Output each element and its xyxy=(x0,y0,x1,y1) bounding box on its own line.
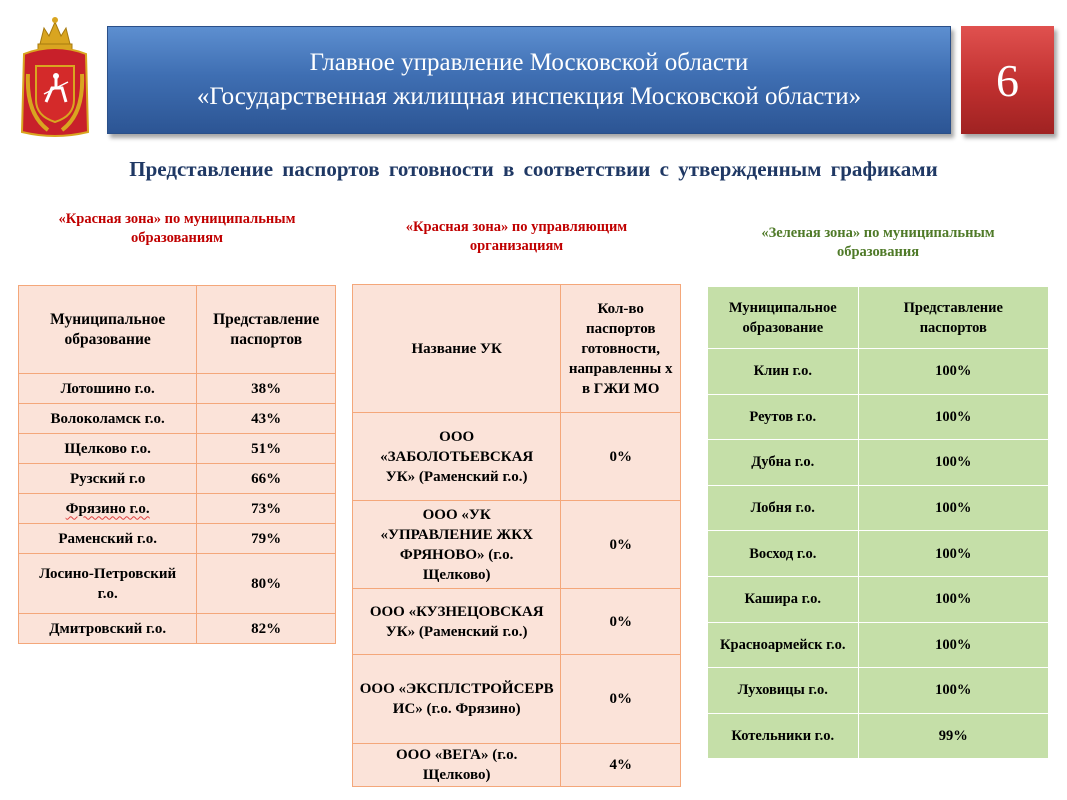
column-header-passports: Представление паспортов xyxy=(858,287,1048,349)
table-row: Дубна г.о. 100% xyxy=(708,440,1049,486)
table-row: Котельники г.о. 99% xyxy=(708,713,1049,759)
table-row: ООО «КУЗНЕЦОВСКАЯ УК» (Раменский г.о.) 0% xyxy=(353,589,681,655)
table-header-row xyxy=(19,286,336,374)
table-row: Лосино-Петровский г.о. 80% xyxy=(19,554,336,614)
table-row: Волоколамск г.о. 43% xyxy=(19,404,336,434)
table-row: ООО «ЭКСПЛСТРОЙСЕРВИС» (г.о. Фрязино) 0% xyxy=(353,655,681,744)
table-row: ООО «УК «УПРАВЛЕНИЕ ЖКХ ФРЯНОВО» (г.о. Щелково) 0% xyxy=(353,501,681,589)
green-zone-table xyxy=(707,286,1049,759)
page-subtitle: Представление паспортов готовности в соответствии с утвержденным графиками xyxy=(129,157,938,181)
table-row: ООО «ВЕГА» (г.о. Щелково) 4% xyxy=(353,744,681,787)
header-title-line1: Главное управление Московской области xyxy=(309,49,749,76)
red-zone-uk-table xyxy=(352,284,681,787)
red-zone-municipal-table xyxy=(18,285,336,644)
red-zone-municipal-caption: «Красная зона» по муниципальным образованиям xyxy=(58,211,296,246)
red-zone-uk-caption: «Красная зона» по управляющим организациям xyxy=(405,219,628,254)
table-row: Раменский г.о. 79% xyxy=(19,524,336,554)
table-row: Лотошино г.о. 38% xyxy=(19,374,336,404)
green-zone-caption: «Зеленая зона» по муниципальным образования xyxy=(761,225,995,260)
table-row: Восход г.о. 100% xyxy=(708,531,1049,577)
table-row: Клин г.о. 100% xyxy=(708,349,1049,395)
column-header-uk-name: Название УК xyxy=(353,285,561,413)
table-row: Кашира г.о. 100% xyxy=(708,576,1049,622)
table-row: Красноармейск г.о. 100% xyxy=(708,622,1049,668)
column-header-municipality: Муниципальное образование xyxy=(19,286,197,374)
page-number-badge: 6 xyxy=(961,26,1054,134)
table-row: Луховицы г.о. 100% xyxy=(708,668,1049,714)
table-row: Реутов г.о. 100% xyxy=(708,394,1049,440)
table-row: Щелково г.о. 51% xyxy=(19,434,336,464)
moscow-oblast-coat-of-arms-icon xyxy=(18,14,92,142)
column-header-passports: Представление паспортов xyxy=(197,286,336,374)
column-header-municipality: Муниципальное образование xyxy=(708,287,859,349)
table-row: Фрязино г.о. 73% xyxy=(19,494,336,524)
column-header-passport-count: Кол-во паспортов готовности, направленны х в ГЖИ МО xyxy=(561,285,681,413)
table-header-row xyxy=(708,287,1049,349)
table-row: Лобня г.о. 100% xyxy=(708,485,1049,531)
header-title-line2: «Государственная жилищная инспекция Московской области» xyxy=(196,83,862,110)
table-row: ООО «ЗАБОЛОТЬЕВСКАЯ УК» (Раменский г.о.) 0% xyxy=(353,413,681,501)
header-banner xyxy=(107,26,951,134)
table-row: Дмитровский г.о. 82% xyxy=(19,614,336,644)
table-row: Рузский г.о 66% xyxy=(19,464,336,494)
table-header-row xyxy=(353,285,681,413)
